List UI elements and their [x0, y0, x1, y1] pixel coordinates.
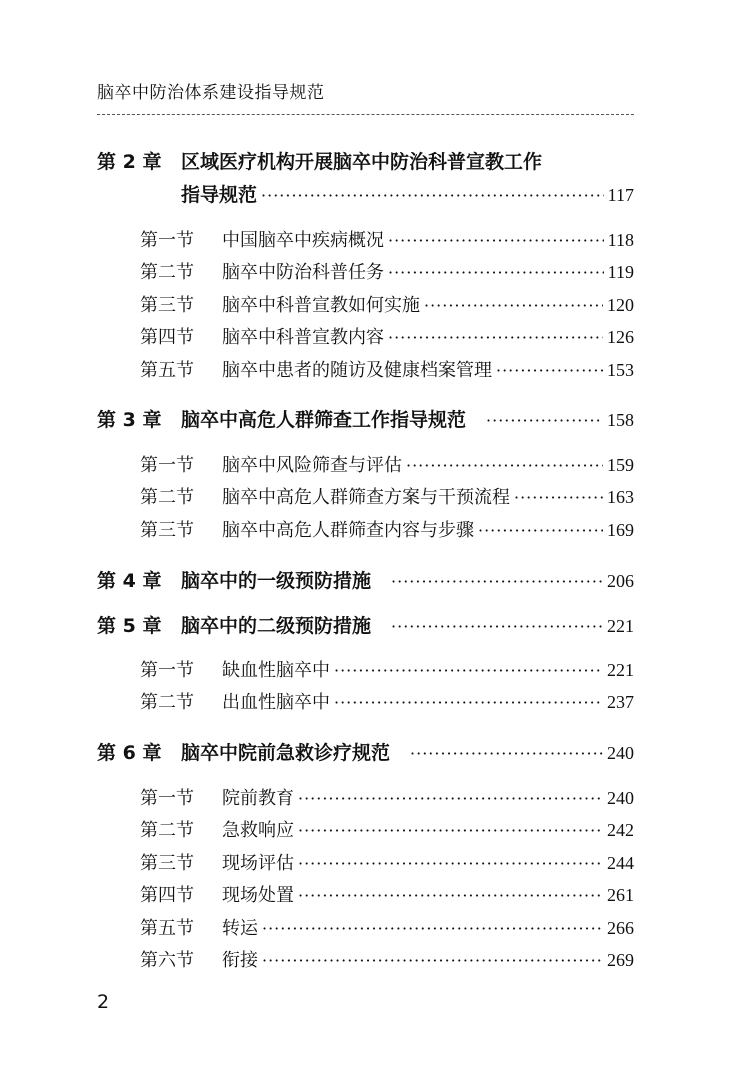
- section-number: 第三节: [140, 295, 194, 316]
- toc-section[interactable]: [97, 881, 634, 911]
- page-number: 221: [607, 660, 634, 680]
- page-folio: 2: [97, 991, 110, 1013]
- page-number: 242: [607, 820, 634, 840]
- dot-leader: [391, 617, 603, 636]
- section-number: 第一节: [140, 455, 194, 476]
- running-head: 脑卒中防治体系建设指导规范: [97, 83, 325, 103]
- section-title: 出血性脑卒中: [222, 692, 330, 713]
- section-number: 第五节: [140, 360, 194, 381]
- dot-leader: [334, 661, 603, 680]
- toc-chapter-4[interactable]: [97, 566, 634, 596]
- chapter-title: 脑卒中高危人群筛查工作指导规范: [181, 409, 467, 431]
- dot-leader: [486, 411, 603, 430]
- toc-section[interactable]: [97, 914, 634, 944]
- section-title: 急救响应: [222, 820, 294, 841]
- toc-chapter-2-cont[interactable]: [97, 180, 634, 210]
- page-number: 221: [607, 616, 634, 636]
- section-title: 院前教育: [222, 788, 294, 809]
- toc-section[interactable]: [97, 258, 634, 288]
- chapter-number: 第 3 章: [97, 409, 162, 431]
- header-divider: [97, 114, 634, 115]
- toc-section[interactable]: [97, 784, 634, 814]
- page-number: 240: [607, 788, 634, 808]
- dot-leader: [424, 296, 603, 315]
- section-title: 脑卒中防治科普任务: [222, 262, 384, 283]
- page-number: 159: [607, 455, 634, 475]
- dot-leader: [410, 744, 603, 763]
- dot-leader: [262, 919, 603, 938]
- dot-leader: [298, 789, 603, 808]
- chapter-title: 脑卒中院前急救诊疗规范: [181, 742, 391, 764]
- toc-chapter-5[interactable]: [97, 611, 634, 641]
- section-number: 第二节: [140, 262, 194, 283]
- section-number: 第三节: [140, 853, 194, 874]
- section-number: 第五节: [140, 918, 194, 939]
- toc-section[interactable]: [97, 816, 634, 846]
- toc-section[interactable]: [97, 688, 634, 718]
- toc-section[interactable]: [97, 483, 634, 513]
- chapter-number: 第 6 章: [97, 742, 162, 764]
- section-number: 第二节: [140, 487, 194, 508]
- toc-section[interactable]: [97, 226, 634, 256]
- section-title: 脑卒中患者的随访及健康档案管理: [222, 360, 492, 381]
- dot-leader: [298, 886, 603, 905]
- chapter-number: 第 2 章: [97, 151, 162, 173]
- section-title: 现场评估: [222, 853, 294, 874]
- toc-section[interactable]: [97, 849, 634, 879]
- page-number: 118: [607, 230, 634, 250]
- dot-leader: [388, 263, 604, 282]
- page-number: 126: [607, 327, 634, 347]
- page-number: 261: [607, 885, 634, 905]
- page-number: 206: [607, 571, 634, 591]
- chapter-title: 脑卒中的二级预防措施: [181, 615, 372, 637]
- section-title: 中国脑卒中疾病概况: [222, 230, 384, 251]
- toc-section[interactable]: [97, 323, 634, 353]
- toc-section[interactable]: [97, 291, 634, 321]
- dot-leader: [514, 488, 603, 507]
- section-title: 现场处置: [222, 885, 294, 906]
- page-number: 266: [607, 918, 634, 938]
- toc-chapter-3[interactable]: [97, 405, 634, 435]
- section-title: 脑卒中科普宣教内容: [222, 327, 384, 348]
- toc-section[interactable]: [97, 516, 634, 546]
- section-number: 第三节: [140, 520, 194, 541]
- page-number: 117: [607, 185, 634, 205]
- page-number: 120: [607, 295, 634, 315]
- dot-leader: [496, 361, 603, 380]
- toc-chapter-6[interactable]: [97, 738, 634, 768]
- dot-leader: [298, 821, 603, 840]
- section-number: 第一节: [140, 660, 194, 681]
- dot-leader: [406, 456, 603, 475]
- section-number: 第六节: [140, 950, 194, 971]
- section-title: 衔接: [222, 950, 258, 971]
- dot-leader: [261, 186, 604, 205]
- toc-section[interactable]: [97, 451, 634, 481]
- page-number: 240: [607, 743, 634, 763]
- toc-section[interactable]: [97, 946, 634, 976]
- section-number: 第二节: [140, 692, 194, 713]
- toc-chapter-2[interactable]: [97, 147, 634, 177]
- page-number: 153: [607, 360, 634, 380]
- section-number: 第四节: [140, 885, 194, 906]
- section-number: 第一节: [140, 788, 194, 809]
- toc-section[interactable]: [97, 356, 634, 386]
- dot-leader: [262, 951, 603, 970]
- page-number: 169: [607, 520, 634, 540]
- dot-leader: [478, 521, 603, 540]
- toc-section[interactable]: [97, 656, 634, 686]
- chapter-number: 第 4 章: [97, 570, 162, 592]
- chapter-title: 区域医疗机构开展脑卒中防治科普宣教工作: [181, 151, 543, 173]
- section-title: 脑卒中风险筛查与评估: [222, 455, 402, 476]
- chapter-title: 脑卒中的一级预防措施: [181, 570, 372, 592]
- page-number: 244: [607, 853, 634, 873]
- section-title: 脑卒中科普宣教如何实施: [222, 295, 420, 316]
- section-title: 缺血性脑卒中: [222, 660, 330, 681]
- section-title: 脑卒中高危人群筛查方案与干预流程: [222, 487, 510, 508]
- dot-leader: [388, 231, 604, 250]
- section-number: 第二节: [140, 820, 194, 841]
- section-number: 第一节: [140, 230, 194, 251]
- chapter-title-cont: 指导规范: [181, 184, 258, 206]
- dot-leader: [298, 854, 603, 873]
- page-number: 163: [607, 487, 634, 507]
- dot-leader: [334, 693, 603, 712]
- dot-leader: [388, 328, 603, 347]
- section-number: 第四节: [140, 327, 194, 348]
- section-title: 脑卒中高危人群筛查内容与步骤: [222, 520, 474, 541]
- page-number: 119: [607, 262, 634, 282]
- page-number: 237: [607, 692, 634, 712]
- page-number: 269: [607, 950, 634, 970]
- section-title: 转运: [222, 918, 258, 939]
- page-number: 158: [607, 410, 634, 430]
- dot-leader: [391, 572, 603, 591]
- chapter-number: 第 5 章: [97, 615, 162, 637]
